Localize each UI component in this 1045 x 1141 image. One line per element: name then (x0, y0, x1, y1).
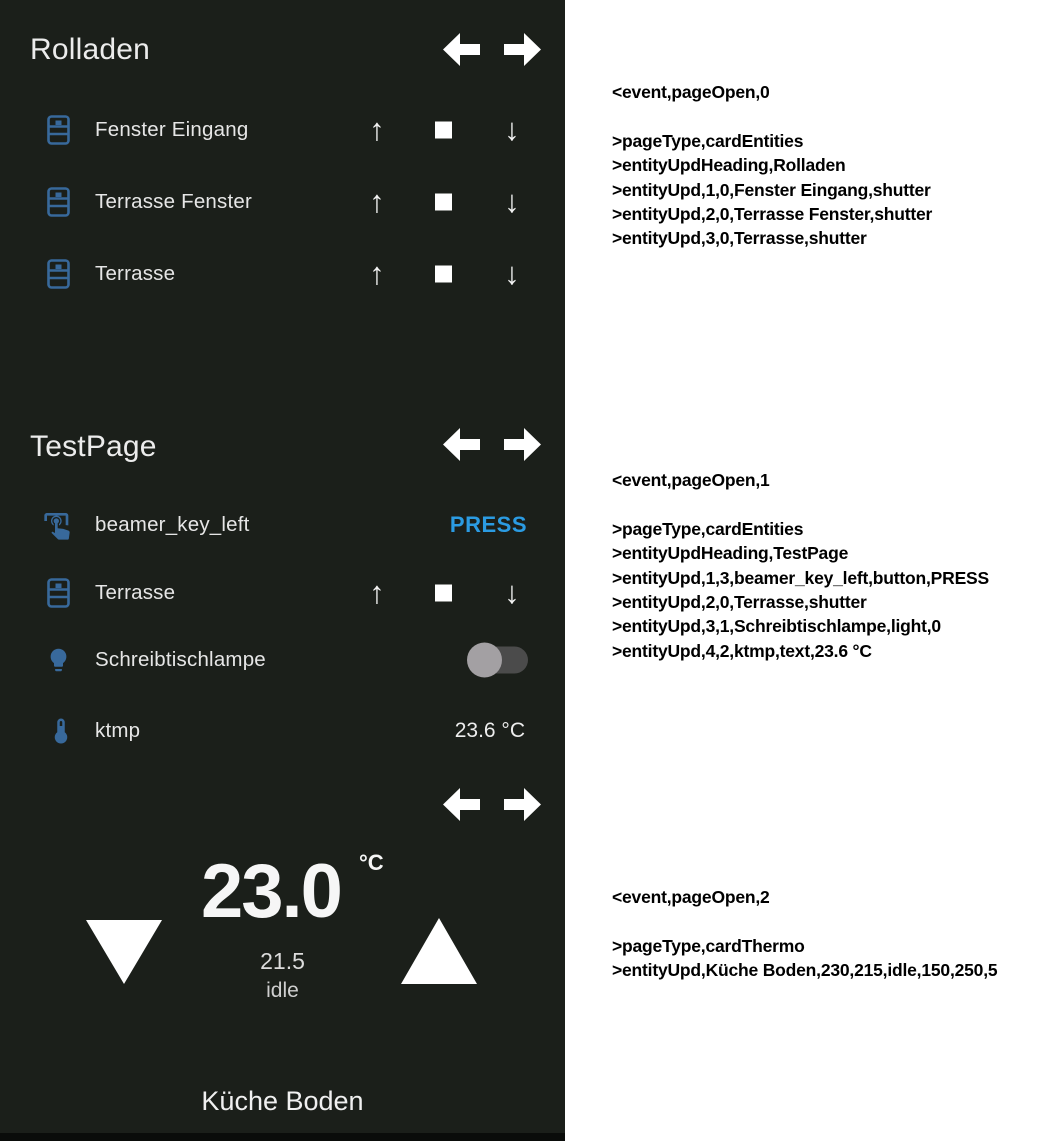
entity-label: Schreibtischlampe (95, 648, 266, 671)
entity-row-shutter (0, 571, 565, 615)
shutter-up-button[interactable]: ↑ (369, 575, 385, 610)
shutter-stop-button[interactable] (435, 266, 452, 283)
protocol-line: >pageType,cardThermo (612, 935, 805, 956)
press-button[interactable]: PRESS (449, 512, 527, 537)
sensor-value: 23.6 °C (454, 719, 525, 742)
protocol-line: >entityUpd,3,1,Schreibtischlampe,light,0 (612, 616, 941, 637)
card-heading-rolladen: Rolladen (30, 33, 151, 66)
protocol-line: >entityUpd,2,0,Terrasse Fenster,shutter (612, 204, 933, 225)
current-temperature: 23.0 (201, 849, 341, 934)
entity-label: Terrasse Fenster (95, 190, 252, 213)
shutter-down-button[interactable]: ↓ (504, 112, 520, 147)
protocol-line: >entityUpd,1,0,Fenster Eingang,shutter (612, 179, 931, 200)
temperature-unit: °C (359, 850, 384, 875)
entity-label: Terrasse (95, 262, 176, 285)
entity-label: beamer_key_left (95, 513, 250, 536)
protocol-line: >entityUpd,2,0,Terrasse,shutter (612, 592, 867, 613)
thermostat-title: Küche Boden (201, 1086, 364, 1116)
entity-label: Terrasse (95, 581, 176, 604)
toggle-knob (467, 643, 502, 678)
event-line: <event,pageOpen,2 (612, 887, 770, 907)
event-line: <event,pageOpen,1 (612, 470, 770, 490)
window-shutter-icon (47, 578, 70, 608)
light-toggle-off[interactable] (470, 647, 528, 674)
shutter-stop-button[interactable] (435, 585, 452, 602)
protocol-line: >entityUpd,4,2,ktmp,text,23.6 °C (612, 640, 872, 661)
blank-line (612, 104, 1045, 128)
entity-row-shutter (0, 180, 565, 224)
window-shutter-icon (47, 115, 70, 145)
lightbulb-icon (45, 647, 72, 674)
card-heading-testpage: TestPage (30, 430, 157, 463)
protocol-block-page1 (612, 468, 1045, 663)
protocol-line: >pageType,cardEntities (612, 518, 804, 539)
shutter-down-button[interactable]: ↓ (504, 256, 520, 291)
gesture-tap-button-icon (38, 509, 72, 541)
entity-row-light (0, 638, 565, 682)
shutter-up-button[interactable]: ↑ (369, 256, 385, 291)
protocol-line: >entityUpdHeading,Rolladen (612, 155, 846, 176)
shutter-down-button[interactable]: ↓ (504, 575, 520, 610)
window-shutter-icon (47, 259, 70, 289)
page-next-arrow-icon[interactable] (504, 788, 541, 821)
entity-row-text (0, 709, 565, 753)
blank-line (612, 909, 1045, 933)
protocol-line: >entityUpd,1,3,beamer_key_left,button,PRESS (612, 567, 989, 588)
entity-label: Fenster Eingang (95, 118, 249, 141)
shutter-down-button[interactable]: ↓ (504, 184, 520, 219)
protocol-line: >entityUpdHeading,TestPage (612, 543, 849, 564)
entity-label: ktmp (95, 719, 141, 742)
shutter-up-button[interactable]: ↑ (369, 112, 385, 147)
thermometer-icon (46, 715, 76, 747)
entity-row-shutter (0, 252, 565, 296)
protocol-block-page0 (612, 80, 1045, 251)
protocol-line: >pageType,cardEntities (612, 130, 804, 151)
hvac-state: idle (266, 979, 299, 1002)
protocol-block-page2 (612, 885, 1045, 983)
shutter-up-button[interactable]: ↑ (369, 184, 385, 219)
blank-line (612, 492, 1045, 516)
page-next-arrow-icon[interactable] (504, 428, 541, 461)
shutter-stop-button[interactable] (435, 122, 452, 139)
panel-bottom-edge (0, 1133, 565, 1141)
page-prev-arrow-icon[interactable] (443, 33, 480, 66)
protocol-line: >entityUpd,3,0,Terrasse,shutter (612, 228, 867, 249)
entity-row-shutter (0, 108, 565, 152)
page-prev-arrow-icon[interactable] (443, 428, 480, 461)
page-next-arrow-icon[interactable] (504, 33, 541, 66)
window-shutter-icon (47, 187, 70, 217)
page-prev-arrow-icon[interactable] (443, 788, 480, 821)
entity-row-button (0, 503, 565, 547)
target-temperature: 21.5 (260, 948, 305, 974)
event-line: <event,pageOpen,0 (612, 82, 770, 102)
shutter-stop-button[interactable] (435, 194, 452, 211)
protocol-line: >entityUpd,Küche Boden,230,215,idle,150,250,5 (612, 960, 998, 981)
